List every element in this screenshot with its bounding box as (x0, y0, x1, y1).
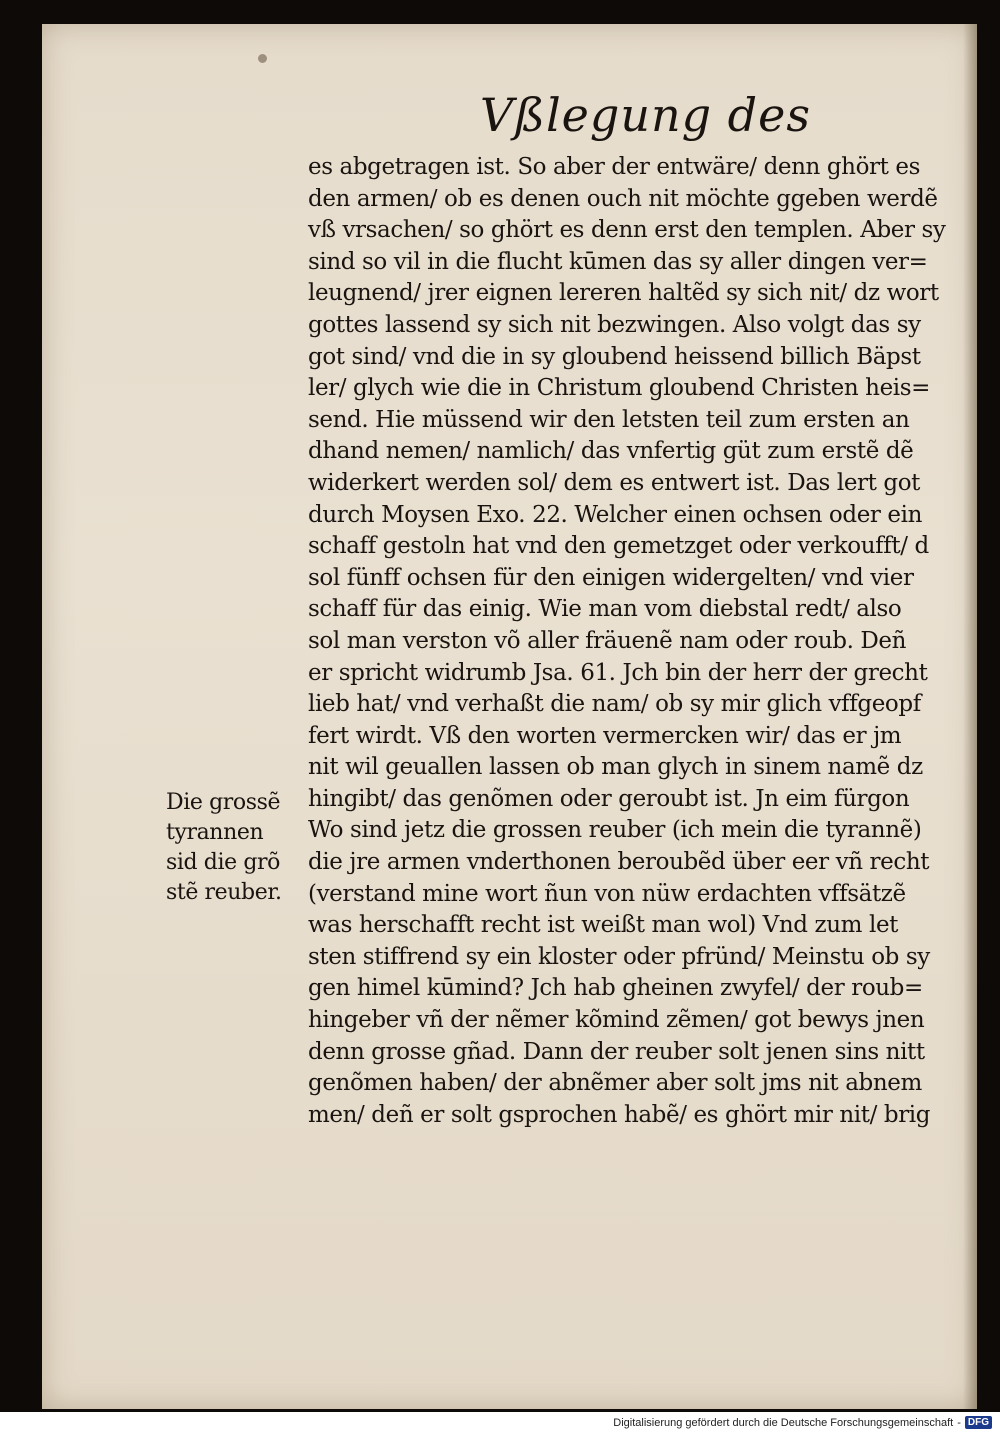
footer-separator: - (957, 1416, 961, 1429)
text-line: sol man verston võ aller fräuenẽ nam oder roub. Deñ (308, 627, 907, 654)
dfg-logo: DFG (965, 1416, 992, 1429)
text-line: was herschafft recht ist weißt man wol) Vnd zum let (308, 912, 898, 939)
ink-blot (258, 54, 267, 63)
text-line: leugnend/ jrer eignen lereren haltẽd sy sich nit/ dz wort (308, 280, 939, 307)
footer-credit-text: Digitalisierung gefördert durch die Deutsche Forschungsgemeinschaft (613, 1416, 954, 1429)
text-line: (verstand mine wort ñun von nüw erdachten vffsätzẽ (308, 880, 906, 907)
text-line: schaff für das einig. Wie man vom diebstal redt/ also (308, 596, 902, 623)
text-line: genõmen haben/ der abnẽmer aber solt jms nit abnem (308, 1070, 922, 1097)
margin-note-line: tyrannen (166, 820, 264, 845)
text-line: nit wil geuallen lassen ob man glych in sinem namẽ dz (308, 754, 923, 781)
text-line: hingeber vñ der nẽmer kõmind zẽmen/ got bewys jnen (308, 1007, 925, 1034)
text-line: hingibt/ das genõmen oder geroubt ist. Jn eim fürgon (308, 785, 910, 812)
text-line: gen himel kūmind? Jch hab gheinen zwyfel/ der roub= (308, 975, 923, 1002)
text-line: fert wirdt. Vß den worten vermercken wir/ das er jm (308, 722, 902, 749)
running-head: Vßlegung des (480, 88, 811, 142)
text-line: vß vrsachen/ so ghört es denn erst den templen. Aber sy (308, 217, 946, 244)
text-line: den armen/ ob es denen ouch nit möchte ggeben werdẽ (308, 185, 938, 212)
margin-note (166, 788, 306, 908)
margin-note-line: sid die grõ (166, 850, 280, 875)
text-line: men/ deñ er solt gsprochen habẽ/ es ghört mir nit/ brig (308, 1101, 931, 1128)
text-line: schaff gestoln hat vnd den gemetzget oder verkoufft/ d (308, 533, 929, 560)
text-line: die jre armen vnderthonen beroubẽd über eer vñ recht (308, 849, 930, 876)
margin-note-line: Die grossẽ (166, 790, 281, 815)
text-line: durch Moysen Exo. 22. Welcher einen ochsen oder ein (308, 501, 922, 528)
text-line: sol fünff ochsen für den einigen widergelten/ vnd vier (308, 564, 914, 591)
text-line: dhand nemen/ namlich/ das vnfertig güt zum erstẽ dẽ (308, 438, 914, 465)
text-line: sind so vil in die flucht kūmen das sy aller dingen ver= (308, 248, 928, 275)
body-text (308, 152, 968, 1131)
text-line: er spricht widrumb Jsa. 61. Jch bin der herr der grecht (308, 659, 928, 686)
text-line: send. Hie müssend wir den letsten teil zum ersten an (308, 406, 910, 433)
text-line: Wo sind jetz die grossen reuber (ich mein die tyrannẽ) (308, 817, 922, 844)
text-line: got sind/ vnd die in sy gloubend heissend billich Bäpst (308, 343, 921, 370)
footer-credit (613, 1416, 992, 1429)
text-line: gottes lassend sy sich nit bezwingen. Also volgt das sy (308, 311, 921, 338)
text-line: lieb hat/ vnd verhaßt die nam/ ob sy mir glich vffgeopf (308, 691, 921, 718)
text-line: denn grosse gñad. Dann der reuber solt jenen sins nitt (308, 1038, 925, 1065)
text-line: ler/ glych wie die in Christum gloubend Christen heis= (308, 375, 931, 402)
text-line: es abgetragen ist. So aber der entwäre/ denn ghört es (308, 154, 920, 180)
text-line: sten stiffrend sy ein kloster oder pfründ/ Meinstu ob sy (308, 943, 930, 970)
margin-note-line: stẽ reuber. (166, 880, 282, 905)
text-line: widerkert werden sol/ dem es entwert ist. Das lert got (308, 469, 921, 496)
